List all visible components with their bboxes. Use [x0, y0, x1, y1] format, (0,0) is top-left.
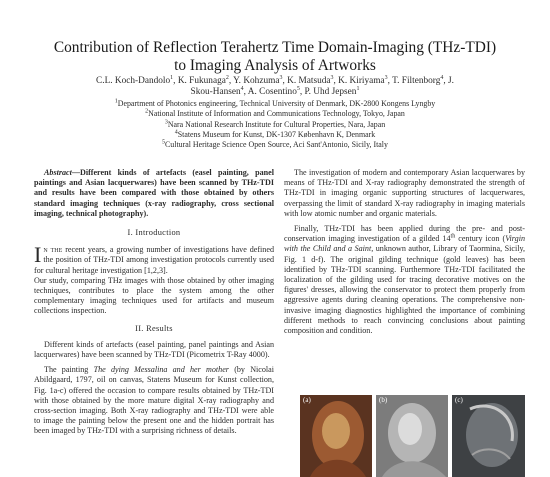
panel-label-b: (b)	[379, 396, 388, 404]
right-paragraph-2: Finally, THz-TDI has been applied during the pre- and post-conservation imaging investigation of a gilded 14th century icon (Virgin with the Child and a Saint, unknown author, Library of Taormina, Sicily, Fig. 1 d-f). The original gilding technique (gold leaves) has been identified by THz-TDI scanning. Furthermore THz-TDI facilitated the localization of the gilding used for tracing decorative motives on the figures' dresses, allowing the conservator to protect them properly from aggressive agents during cleaning operations. The comprehensive non-invasive imaging diagnostics highlighted the importance of combining different methods to reach convincing conclusions about painting composition and condition.	[284, 224, 525, 336]
thz-image	[452, 395, 525, 477]
author: K. Fukunaga$^2$,	[177, 74, 234, 86]
author: Skou-Hansen$^4$,	[190, 86, 248, 98]
abstract-text: —Different kinds of artefacts (easel painting, panel paintings and Asian lacquerwares) have been scanned by THz-TDI and results have been compared with those obtained by others standard imaging techniques (x-ray radiography, cross sectional imaging, technical photography).	[34, 168, 274, 218]
author: Y. Kohzuma$^3$,	[233, 74, 288, 86]
author: T. Filtenborg$^4$, J.	[392, 74, 454, 86]
panel-label-c: (c)	[455, 396, 463, 404]
author-list	[30, 76, 520, 99]
affiliation: $^1$Department of Photonics engineering, Technical University of Denmark, DK-2800 Kongens Lyngby	[114, 98, 436, 108]
title-line-1: Contribution of Reflection Terahertz Time Domain-Imaging (THz-TDI)	[53, 39, 497, 56]
paper-title	[20, 39, 530, 75]
author: A. Cosentino$^5$,	[247, 86, 305, 98]
affiliation: $^2$National Institute of Information and Communications Technology, Tokyo, Japan	[145, 108, 405, 119]
right-column	[284, 168, 525, 336]
intro-paragraph-1: In the recent years, a growing number of investigations have defined the position of THz-TDI among investigation protocols currently used for cultural heritage investigation [1,2,3].	[34, 242, 274, 275]
title-line-2: to Imaging Analysis of Artworks	[174, 57, 376, 74]
affiliation-list	[30, 99, 520, 150]
author: C.L. Koch-Dandolo$^1$,	[96, 74, 178, 86]
figure-panel-a	[300, 395, 372, 477]
affiliation: $^5$Cultural Heritage Science Open Source, Aci Sant'Antonio, Sicily, Italy	[162, 139, 388, 150]
author: K. Matsuda$^3$,	[287, 74, 339, 86]
figure-panel-c	[452, 395, 525, 477]
author: P. Uhd Jepsen$^1$	[304, 86, 360, 98]
dropcap: I	[34, 242, 42, 268]
left-column	[34, 168, 274, 437]
figure-panel-b	[376, 395, 448, 477]
abstract	[34, 168, 274, 219]
right-paragraph-1: The investigation of modern and contemporary Asian lacquerwares by means of THz-TDI and X-ray radiography demonstrated the strength of THz-TDI in imaging organic supporting structures of lacquerwares, overpassing the limit of standard X-ray radiography in imaging materials with low atomic number and organic materials.	[284, 168, 525, 218]
affiliation: $^4$Statens Museum for Kunst, DK-1307 København K, Denmark	[174, 129, 376, 139]
section-heading-results: II. Results	[135, 323, 173, 333]
figure-1	[300, 395, 525, 477]
intro-paragraph-2: Our study, comparing THz images with those obtained by other imaging techniques, contributes to place the system among the other complementary imaging techniques used for artifacts and museum collections inspection.	[34, 275, 274, 316]
panel-label-a: (a)	[303, 396, 311, 404]
icon-title: Virgin with the Child and a Saint	[284, 234, 525, 254]
results-paragraph-1: Different kinds of artefacts (easel painting, panel paintings and Asian lacquerwares) have been scanned by THz-TDI (Picometrix T-Ray 4000).	[34, 339, 274, 360]
author: K. Kiriyama$^3$,	[338, 74, 393, 86]
results-paragraph-2: The painting The dying Messalina and her mother (by Nicolai Abildgaard, 1797, oil on canvas, Statens Museum for Kunst collection, Fig. 1a-c) offered the occasion to compare results obtained by THz-TDI with those obtained by the more mature digital X-ray radiography and cross-section imaging. Both X-ray radiography and THz-TDI were able to image the painting below the present one and the hidden portrait has been imaged by THz-TDI with a surprising richness of details.	[34, 365, 275, 436]
painting-detail-image	[300, 395, 372, 477]
xray-image	[376, 395, 448, 477]
affiliation: $^3$Nara National Research Institute for Cultural Properties, Nara, Japan	[164, 118, 386, 129]
painting-title: The dying Messalina and her mother	[93, 365, 229, 375]
section-heading-introduction: I. Introduction	[127, 228, 181, 238]
abstract-label: Abstract	[44, 168, 72, 177]
